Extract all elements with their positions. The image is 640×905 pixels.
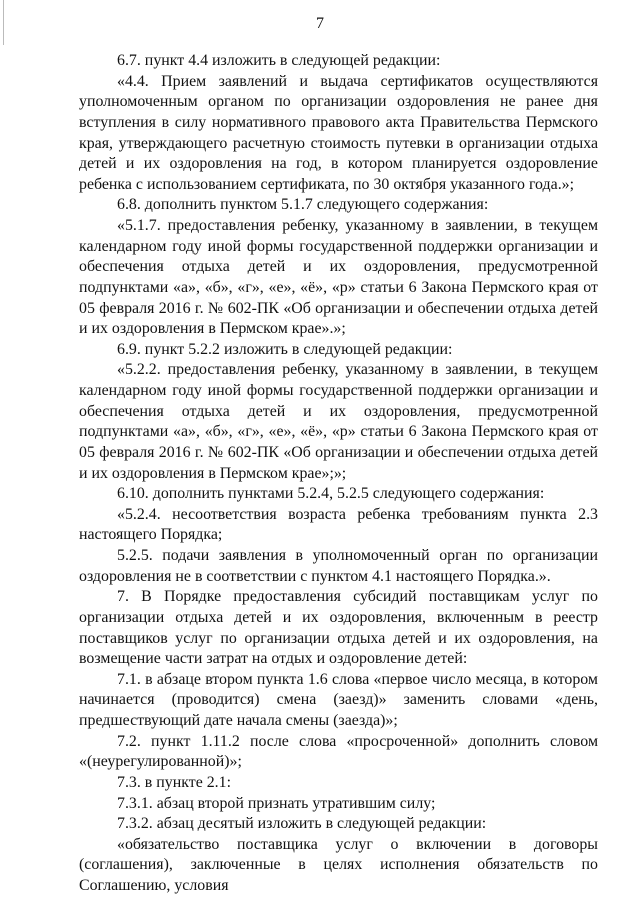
paragraph-6-9: 6.9. пункт 5.2.2 изложить в следующей редакции: (117, 340, 453, 358)
paragraph-7-3: 7.3. в пункте 2.1: (117, 773, 231, 791)
page-number: 7 (316, 15, 324, 32)
paragraph-4-4-text: «4.4. Прием заявлений и выдача сертификатов осуществляются уполномоченным органом по организации оздоровления не ранее дня вступления в силу нормативного правового акта Правительства Пермского края, утверждающего расчетную стоимость путевки в организации отдыха детей и их оздоровления на год, в котором планируется оздоровление ребенка с использованием сертификата, по 30 октября указанного года.»; (79, 72, 598, 193)
paragraph-5-1-7-text: «5.1.7. предоставления ребенку, указанному в заявлении, в текущем календарном году иной формы государственной поддержки организации и обеспечения отдыха детей и их оздоровления, предусмотренной подпунктами «а», «б», «г», «е», «ё», «р» статьи 6 Закона Пермского края от 05 февраля 2016 г. № 602-ПК «Об организации и обеспечении отдыха детей и их оздоровления в Пермском крае».»; (79, 217, 598, 338)
paragraph-6-10: 6.10. дополнить пунктами 5.2.4, 5.2.5 следующего содержания: (117, 485, 545, 503)
paragraph-5-2-5-text: 5.2.5. подачи заявления в уполномоченный орган по организации оздоровления не в соответствии с пунктом 4.1 настоящего Порядка.». (79, 547, 598, 585)
document-body (79, 51, 598, 897)
paragraph-7-1: 7.1. в абзаце втором пункта 1.6 слова «первое число месяца, в котором начинается (проводится) смена (заезд)» заменить словами «день, предшествующий дате начала смены (заезда)»; (79, 670, 598, 729)
paragraph-6-7: 6.7. пункт 4.4 изложить в следующей редакции: (117, 52, 441, 69)
paragraph-7-2: 7.2. пункт 1.11.2 после слова «просроченной» дополнить словом «(неурегулированной)»; (79, 732, 598, 771)
paragraph-obligation-text: «обязательство поставщика услуг о включении в договоры (соглашения), заключенные в целях исполнения обязательств по Соглашению, условия (79, 835, 598, 894)
paragraph-7-3-2: 7.3.2. абзац десятый изложить в следующей редакции: (117, 815, 487, 833)
paragraph-7-3-1: 7.3.1. абзац второй признать утратившим силу; (117, 794, 436, 812)
paragraph-5-2-4-text: «5.2.4. несоответствия возраста ребенка требованиям пункта 2.3 настоящего Порядка; (79, 505, 598, 544)
paragraph-5-2-2-text: «5.2.2. предоставления ребенку, указанному в заявлении, в текущем календарном году иной формы государственной поддержки организации и обеспечения отдыха детей и их оздоровления, предусмотренной подпунктами «а», «б», «г», «е», «ё», «р» статьи 6 Закона Пермского края от 05 февраля 2016 г. № 602-ПК «Об организации и обеспечении отдыха детей и их оздоровления в Пермском крае»;»; (79, 361, 598, 482)
paragraph-6-8: 6.8. дополнить пунктом 5.1.7 следующего содержания: (117, 196, 489, 214)
paragraph-7: 7. В Порядке предоставления субсидий поставщикам услуг по организации отдыха детей и их оздоровления, включенным в реестр поставщиков услуг по организации отдыха детей и их оздоровления, на возмещение части затрат на отдых и оздоровление детей: (79, 588, 598, 668)
